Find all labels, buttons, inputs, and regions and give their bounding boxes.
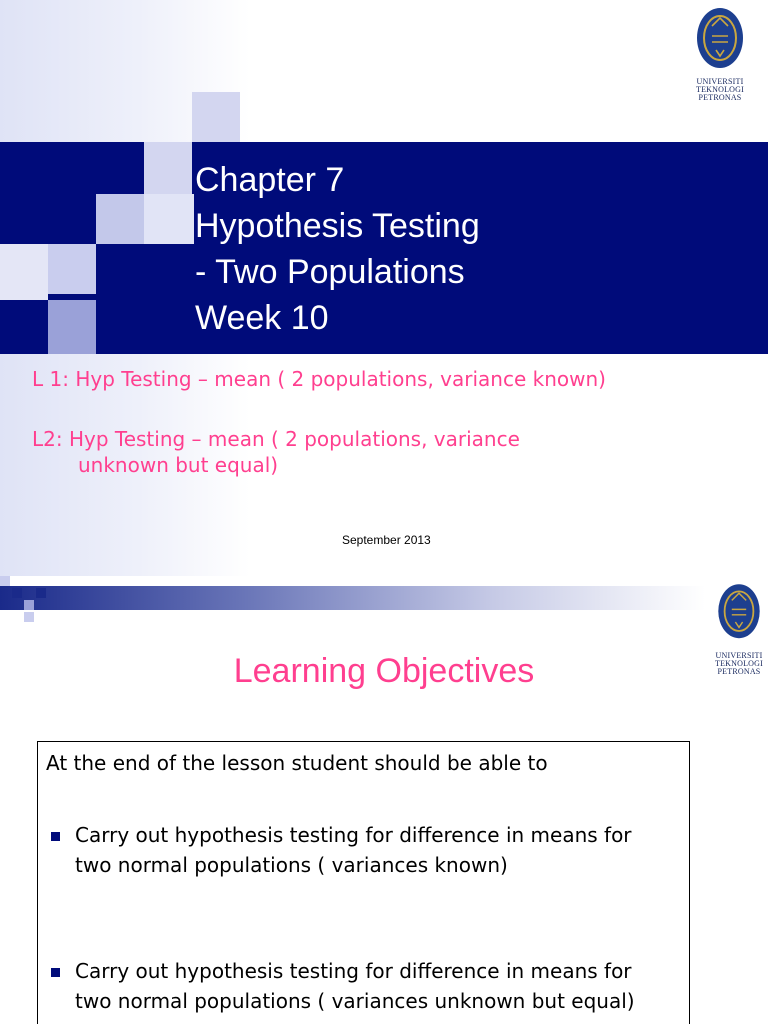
university-logo [690,6,750,106]
decor-square [192,92,240,142]
crest-icon [712,580,766,646]
decor-square [48,244,96,294]
date-label: September 2013 [342,533,431,547]
bullet-square-icon [51,968,60,977]
slide-title: Learning Objectives [233,652,535,690]
decor-square [144,194,194,244]
objective-item-2: Carry out hypothesis testing for difference in means for two normal populations ( variances unknown but equal) [75,959,635,1013]
logo-line-2: TEKNOLOGI [714,659,763,668]
decor-square [0,244,48,300]
crest-icon [690,6,750,74]
logo-line-3: PETRONAS [717,667,761,676]
decor-square [12,588,22,598]
decor-square [96,194,144,244]
logo-line-1: UNIVERSITI [696,77,744,86]
lesson-2-line-1: L2: Hyp Testing – mean ( 2 populations, variance [32,427,520,451]
header-strip [0,586,705,610]
lesson-2-line-2: unknown but equal) [78,453,279,477]
objective-item-1: Carry out hypothesis testing for difference in means for two normal populations ( variances known) [75,823,632,877]
title-line-4: Week 10 [195,299,329,337]
title-band [0,142,768,354]
title-line-2: Hypothesis Testing [195,207,480,245]
objectives-intro: At the end of the lesson student should be able to [46,751,548,775]
decor-square [48,300,96,354]
decor-square [0,576,10,586]
bullet-square-icon [51,832,60,841]
decor-square [24,612,34,622]
lesson-1: L 1: Hyp Testing – mean ( 2 populations, variance known) [32,367,606,391]
decor-square [24,600,34,610]
logo-line-2: TEKNOLOGI [695,85,744,94]
logo-text [690,78,750,102]
objectives-box [37,741,690,1024]
title-line-1: Chapter 7 [195,161,345,199]
decor-square [36,588,46,598]
decor-square [144,142,192,194]
title-line-3: - Two Populations [195,253,465,291]
objectives-slide [0,576,768,1024]
logo-line-3: PETRONAS [698,93,742,102]
logo-line-1: UNIVERSITI [715,651,763,660]
